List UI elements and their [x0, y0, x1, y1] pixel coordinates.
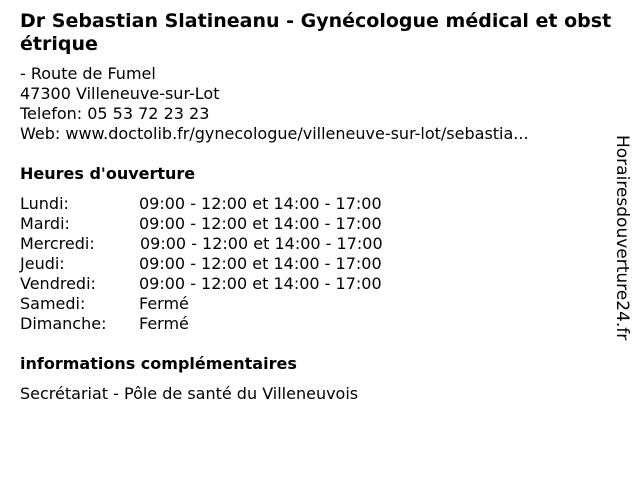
hours-value: 09:00 - 12:00 et 14:00 - 17:00 [139, 254, 382, 273]
hours-value: 09:00 - 12:00 et 14:00 - 17:00 [140, 234, 383, 253]
day-label: Lundi: [20, 194, 69, 213]
hours-row-samedi [20, 294, 580, 314]
hours-row-lundi [20, 194, 580, 214]
info-text: Secrétariat - Pôle de santé du Villeneuvois [20, 384, 359, 403]
hours-value: Fermé [139, 314, 189, 333]
hours-row-mercredi [20, 234, 580, 254]
hours-heading: Heures d'ouverture [20, 164, 196, 183]
hours-row-jeudi [20, 254, 580, 274]
day-label: Mardi: [20, 214, 70, 233]
hours-value: 09:00 - 12:00 et 14:00 - 17:00 [139, 274, 382, 293]
day-label: Samedi: [20, 294, 86, 313]
day-label: Dimanche: [20, 314, 107, 333]
hours-row-mardi [20, 214, 580, 234]
day-label: Mercredi: [20, 234, 95, 253]
hours-value: 09:00 - 12:00 et 14:00 - 17:00 [139, 194, 382, 213]
day-label: Vendredi: [20, 274, 96, 293]
city-address: 47300 Villeneuve-sur-Lot [20, 84, 220, 103]
website-link[interactable]: Web: www.doctolib.fr/gynecologue/villeneuve-sur-lot/sebastia... [20, 124, 529, 143]
page-title: Dr Sebastian Slatineanu - Gynécologue médical et obstétrique [20, 10, 612, 55]
info-heading: informations complémentaires [20, 354, 297, 373]
street-address: - Route de Fumel [20, 64, 156, 83]
phone-number[interactable]: Telefon: 05 53 72 23 23 [20, 104, 210, 123]
hours-row-dimanche [20, 314, 580, 334]
hours-value: 09:00 - 12:00 et 14:00 - 17:00 [139, 214, 382, 233]
opening-hours-table [20, 194, 580, 334]
address-block [20, 64, 605, 144]
hours-value: Fermé [139, 294, 189, 313]
hours-row-vendredi [20, 274, 580, 294]
day-label: Jeudi: [20, 254, 65, 273]
site-watermark: Horairesdouverture24.fr [612, 135, 632, 341]
